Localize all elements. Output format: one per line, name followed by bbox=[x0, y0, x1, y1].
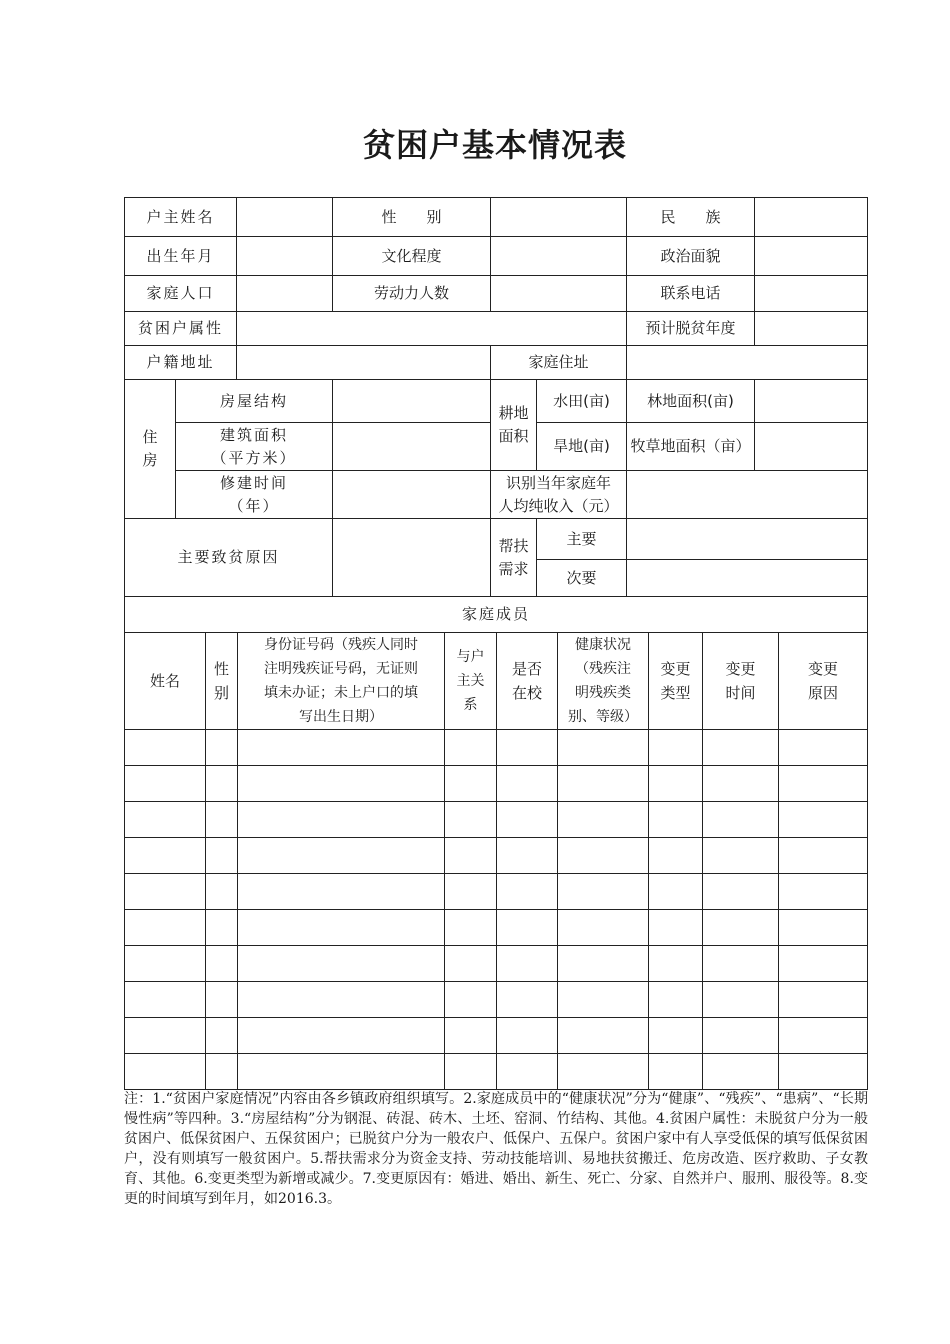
label-farmland-line1: 耕地 bbox=[498, 404, 529, 422]
label-political-status: 政治面貌 bbox=[627, 237, 755, 276]
member-change-type-cell[interactable] bbox=[649, 838, 703, 874]
member-change-type-cell[interactable] bbox=[649, 1018, 703, 1054]
header-change-type-line2: 类型 bbox=[660, 684, 691, 702]
header-relation-line3: 系 bbox=[463, 697, 478, 713]
member-relation-cell[interactable] bbox=[445, 766, 497, 802]
member-id-number-cell[interactable] bbox=[238, 838, 445, 874]
member-in-school-cell[interactable] bbox=[497, 874, 558, 910]
label-building-area bbox=[176, 423, 333, 471]
member-change-type-cell[interactable] bbox=[649, 874, 703, 910]
header-change-reason-line1: 变更 bbox=[807, 660, 838, 678]
label-build-time-line2: （年） bbox=[228, 496, 280, 515]
header-id-number bbox=[238, 633, 445, 730]
label-secondary: 次要 bbox=[537, 560, 627, 597]
label-expected-exit-year: 预计脱贫年度 bbox=[627, 312, 755, 346]
member-name-cell[interactable] bbox=[125, 766, 206, 802]
member-name-cell[interactable] bbox=[125, 982, 206, 1018]
member-health-cell[interactable] bbox=[558, 910, 649, 946]
input-poverty-cause[interactable] bbox=[333, 519, 491, 597]
member-gender-cell[interactable] bbox=[206, 730, 238, 766]
label-building-area-line1: 建筑面积 bbox=[220, 425, 289, 444]
member-gender-cell[interactable] bbox=[206, 946, 238, 982]
member-change-reason-cell[interactable] bbox=[779, 874, 868, 910]
member-change-time-cell[interactable] bbox=[703, 730, 779, 766]
member-name-cell[interactable] bbox=[125, 874, 206, 910]
member-name-cell[interactable] bbox=[125, 730, 206, 766]
member-gender-cell[interactable] bbox=[206, 982, 238, 1018]
member-name-cell[interactable] bbox=[125, 1054, 206, 1090]
member-change-time-cell[interactable] bbox=[703, 766, 779, 802]
label-farmland bbox=[491, 380, 537, 471]
member-header-row bbox=[125, 633, 868, 730]
header-health bbox=[558, 633, 649, 730]
member-row bbox=[125, 730, 868, 766]
member-change-time-cell[interactable] bbox=[703, 946, 779, 982]
header-change-reason-line2: 原因 bbox=[807, 684, 838, 702]
input-poverty-attribute[interactable] bbox=[237, 312, 627, 346]
member-health-cell[interactable] bbox=[558, 874, 649, 910]
member-id-number-cell[interactable] bbox=[238, 982, 445, 1018]
member-in-school-cell[interactable] bbox=[497, 946, 558, 982]
member-in-school-cell[interactable] bbox=[497, 766, 558, 802]
member-in-school-cell[interactable] bbox=[497, 730, 558, 766]
member-relation-cell[interactable] bbox=[445, 838, 497, 874]
member-id-number-cell[interactable] bbox=[238, 874, 445, 910]
member-health-cell[interactable] bbox=[558, 946, 649, 982]
label-family-size: 家庭人口 bbox=[125, 276, 237, 312]
label-forest-area: 林地面积(亩) bbox=[627, 380, 755, 423]
member-relation-cell[interactable] bbox=[445, 982, 497, 1018]
member-row bbox=[125, 910, 868, 946]
member-change-type-cell[interactable] bbox=[649, 910, 703, 946]
header-change-time bbox=[703, 633, 779, 730]
member-gender-cell[interactable] bbox=[206, 1018, 238, 1054]
label-gender: 性 别 bbox=[333, 198, 491, 237]
member-row bbox=[125, 982, 868, 1018]
member-change-reason-cell[interactable] bbox=[779, 1054, 868, 1090]
label-housing-line1: 住 bbox=[142, 428, 158, 446]
input-income[interactable] bbox=[627, 471, 868, 519]
member-health-cell[interactable] bbox=[558, 730, 649, 766]
label-income bbox=[491, 471, 627, 519]
input-forest-area[interactable] bbox=[755, 380, 868, 423]
member-id-number-cell[interactable] bbox=[238, 946, 445, 982]
label-household-register: 户籍地址 bbox=[125, 346, 237, 380]
member-change-time-cell[interactable] bbox=[703, 1054, 779, 1090]
input-householder-name[interactable] bbox=[237, 198, 333, 237]
input-build-time[interactable] bbox=[333, 471, 491, 519]
input-family-size[interactable] bbox=[237, 276, 333, 312]
label-housing bbox=[125, 380, 176, 519]
member-name-cell[interactable] bbox=[125, 1018, 206, 1054]
label-help-need-line1: 帮扶 bbox=[498, 536, 529, 555]
member-change-type-cell[interactable] bbox=[649, 946, 703, 982]
member-row bbox=[125, 946, 868, 982]
input-education[interactable] bbox=[491, 237, 627, 276]
label-birth-date: 出生年月 bbox=[125, 237, 237, 276]
member-id-number-cell[interactable] bbox=[238, 910, 445, 946]
footnote: 注：1.“贫困户家庭情况”内容由各乡镇政府组织填写。2.家庭成员中的“健康状况”分为“健康”、“残疾”、“患病”、“长期慢性病”等四种。3.“房屋结构”分为钢混、砖混、砖木、土坯、窑洞、竹结构、其他。4.贫困户属性：未脱贫户分为一般贫困户、低保贫困户、五保贫困户；已脱贫户分为一般农户、低保户、五保户。贫困户家中有人享受低保的填写低保贫困户，没有则填写一般贫困户。5.帮扶需求分为资金支持、劳动技能培训、易地扶贫搬迁、危房改造、医疗救助、子女教育、其他。6.变更类型为新增或减少。7.变更原因有：婚进、婚出、新生、死亡、分家、自然并户、服刑、服役等。8.变更的时间填写到年月，如2016.3。 bbox=[124, 1091, 868, 1207]
member-gender-cell[interactable] bbox=[206, 910, 238, 946]
header-id-line1: 身份证号码（残疾人同时 bbox=[264, 637, 418, 653]
header-id-line2: 注明残疾证号码，无证则 bbox=[264, 661, 418, 677]
input-phone[interactable] bbox=[755, 276, 868, 312]
basic-info-table bbox=[124, 197, 868, 633]
label-help-need-line2: 需求 bbox=[498, 559, 529, 578]
label-poverty-attribute: 贫困户属性 bbox=[125, 312, 237, 346]
member-gender-cell[interactable] bbox=[206, 1054, 238, 1090]
label-grass-area: 牧草地面积（亩） bbox=[627, 423, 755, 471]
member-in-school-cell[interactable] bbox=[497, 910, 558, 946]
member-gender-cell[interactable] bbox=[206, 766, 238, 802]
header-change-reason bbox=[779, 633, 868, 730]
member-relation-cell[interactable] bbox=[445, 910, 497, 946]
member-in-school-cell[interactable] bbox=[497, 1054, 558, 1090]
member-row bbox=[125, 1018, 868, 1054]
input-expected-exit-year[interactable] bbox=[755, 312, 868, 346]
member-health-cell[interactable] bbox=[558, 1054, 649, 1090]
input-building-area[interactable] bbox=[333, 423, 491, 471]
member-change-type-cell[interactable] bbox=[649, 730, 703, 766]
header-change-type bbox=[649, 633, 703, 730]
header-gender bbox=[206, 633, 238, 730]
member-id-number-cell[interactable] bbox=[238, 730, 445, 766]
label-residence-address: 家庭住址 bbox=[491, 346, 627, 380]
label-poverty-cause: 主要致贫原因 bbox=[125, 519, 333, 597]
member-in-school-cell[interactable] bbox=[497, 838, 558, 874]
label-build-time bbox=[176, 471, 333, 519]
input-help-secondary[interactable] bbox=[627, 560, 868, 597]
member-name-cell[interactable] bbox=[125, 802, 206, 838]
header-health-line2: （残疾注 bbox=[575, 661, 631, 677]
header-in-school-line1: 是否 bbox=[511, 660, 542, 678]
input-gender[interactable] bbox=[491, 198, 627, 237]
member-change-time-cell[interactable] bbox=[703, 838, 779, 874]
input-grass-area[interactable] bbox=[755, 423, 868, 471]
member-relation-cell[interactable] bbox=[445, 874, 497, 910]
label-family-members: 家庭成员 bbox=[125, 597, 868, 633]
member-row bbox=[125, 802, 868, 838]
header-relation-line1: 与户 bbox=[456, 649, 485, 665]
member-rows bbox=[125, 730, 868, 1090]
member-change-time-cell[interactable] bbox=[703, 802, 779, 838]
member-in-school-cell[interactable] bbox=[497, 982, 558, 1018]
member-relation-cell[interactable] bbox=[445, 730, 497, 766]
house-structure-farmland-cell bbox=[333, 380, 491, 423]
header-relation-line2: 主关 bbox=[456, 673, 485, 689]
header-id-line3: 填未办证；未上户口的填 bbox=[264, 685, 418, 701]
member-change-reason-cell[interactable] bbox=[779, 946, 868, 982]
header-in-school-line2: 在校 bbox=[511, 684, 542, 702]
label-help-need bbox=[491, 519, 537, 597]
label-education: 文化程度 bbox=[333, 237, 491, 276]
header-gender-line2: 别 bbox=[213, 684, 229, 702]
member-row bbox=[125, 874, 868, 910]
member-row bbox=[125, 838, 868, 874]
header-health-line3: 明残疾类 bbox=[575, 685, 631, 701]
member-health-cell[interactable] bbox=[558, 802, 649, 838]
input-political-status[interactable] bbox=[755, 237, 868, 276]
label-labor-count: 劳动力人数 bbox=[333, 276, 491, 312]
member-relation-cell[interactable] bbox=[445, 1018, 497, 1054]
member-change-type-cell[interactable] bbox=[649, 766, 703, 802]
member-change-reason-cell[interactable] bbox=[779, 730, 868, 766]
family-members-table bbox=[124, 632, 868, 1090]
member-change-reason-cell[interactable] bbox=[779, 766, 868, 802]
member-relation-cell[interactable] bbox=[445, 802, 497, 838]
input-birth-date[interactable] bbox=[237, 237, 333, 276]
member-gender-cell[interactable] bbox=[206, 802, 238, 838]
label-building-area-line2: （平方米） bbox=[211, 448, 297, 467]
member-health-cell[interactable] bbox=[558, 1018, 649, 1054]
form-title: 贫困户基本情况表 bbox=[362, 126, 627, 164]
label-housing-line2: 房 bbox=[142, 451, 158, 469]
member-change-time-cell[interactable] bbox=[703, 982, 779, 1018]
member-health-cell[interactable] bbox=[558, 838, 649, 874]
member-change-type-cell[interactable] bbox=[649, 802, 703, 838]
label-house-structure: 房屋结构 bbox=[176, 380, 333, 423]
label-dryland: 旱地(亩) bbox=[537, 423, 627, 471]
member-change-type-cell[interactable] bbox=[649, 1054, 703, 1090]
input-help-primary[interactable] bbox=[627, 519, 868, 560]
member-health-cell[interactable] bbox=[558, 982, 649, 1018]
member-change-time-cell[interactable] bbox=[703, 874, 779, 910]
input-residence-address[interactable] bbox=[627, 346, 868, 380]
member-id-number-cell[interactable] bbox=[238, 1054, 445, 1090]
input-labor-count[interactable] bbox=[491, 276, 627, 312]
label-build-time-line1: 修建时间 bbox=[220, 473, 289, 492]
member-change-reason-cell[interactable] bbox=[779, 838, 868, 874]
input-ethnicity[interactable] bbox=[755, 198, 868, 237]
header-gender-line1: 性 bbox=[213, 660, 229, 678]
member-change-reason-cell[interactable] bbox=[779, 802, 868, 838]
member-id-number-cell[interactable] bbox=[238, 802, 445, 838]
member-row bbox=[125, 766, 868, 802]
member-relation-cell[interactable] bbox=[445, 946, 497, 982]
header-health-line1: 健康状况 bbox=[575, 637, 631, 653]
header-id-line4: 写出生日期） bbox=[299, 709, 383, 725]
header-change-time-line2: 时间 bbox=[725, 684, 756, 702]
label-income-line1: 识别当年家庭年 bbox=[506, 473, 612, 492]
member-change-time-cell[interactable] bbox=[703, 1018, 779, 1054]
member-change-reason-cell[interactable] bbox=[779, 1018, 868, 1054]
member-change-type-cell[interactable] bbox=[649, 982, 703, 1018]
member-in-school-cell[interactable] bbox=[497, 802, 558, 838]
member-gender-cell[interactable] bbox=[206, 838, 238, 874]
label-income-line2: 人均纯收入（元） bbox=[498, 496, 619, 515]
input-household-register[interactable] bbox=[237, 346, 491, 380]
member-change-reason-cell[interactable] bbox=[779, 910, 868, 946]
member-id-number-cell[interactable] bbox=[238, 1018, 445, 1054]
label-phone: 联系电话 bbox=[627, 276, 755, 312]
member-in-school-cell[interactable] bbox=[497, 1018, 558, 1054]
member-name-cell[interactable] bbox=[125, 946, 206, 982]
member-row bbox=[125, 1054, 868, 1090]
header-name: 姓名 bbox=[125, 633, 206, 730]
member-name-cell[interactable] bbox=[125, 910, 206, 946]
header-relation bbox=[445, 633, 497, 730]
label-householder-name: 户主姓名 bbox=[125, 198, 237, 237]
header-change-type-line1: 变更 bbox=[660, 660, 691, 678]
label-primary: 主要 bbox=[537, 519, 627, 560]
label-farmland-line2: 面积 bbox=[498, 427, 529, 445]
member-name-cell[interactable] bbox=[125, 838, 206, 874]
label-ethnicity: 民 族 bbox=[627, 198, 755, 237]
member-relation-cell[interactable] bbox=[445, 1054, 497, 1090]
header-change-time-line1: 变更 bbox=[725, 660, 756, 678]
member-health-cell[interactable] bbox=[558, 766, 649, 802]
label-paddy: 水田(亩) bbox=[537, 380, 627, 423]
member-change-time-cell[interactable] bbox=[703, 910, 779, 946]
header-in-school bbox=[497, 633, 558, 730]
header-health-line4: 别、等级） bbox=[568, 709, 638, 725]
member-gender-cell[interactable] bbox=[206, 874, 238, 910]
member-id-number-cell[interactable] bbox=[238, 766, 445, 802]
member-change-reason-cell[interactable] bbox=[779, 982, 868, 1018]
